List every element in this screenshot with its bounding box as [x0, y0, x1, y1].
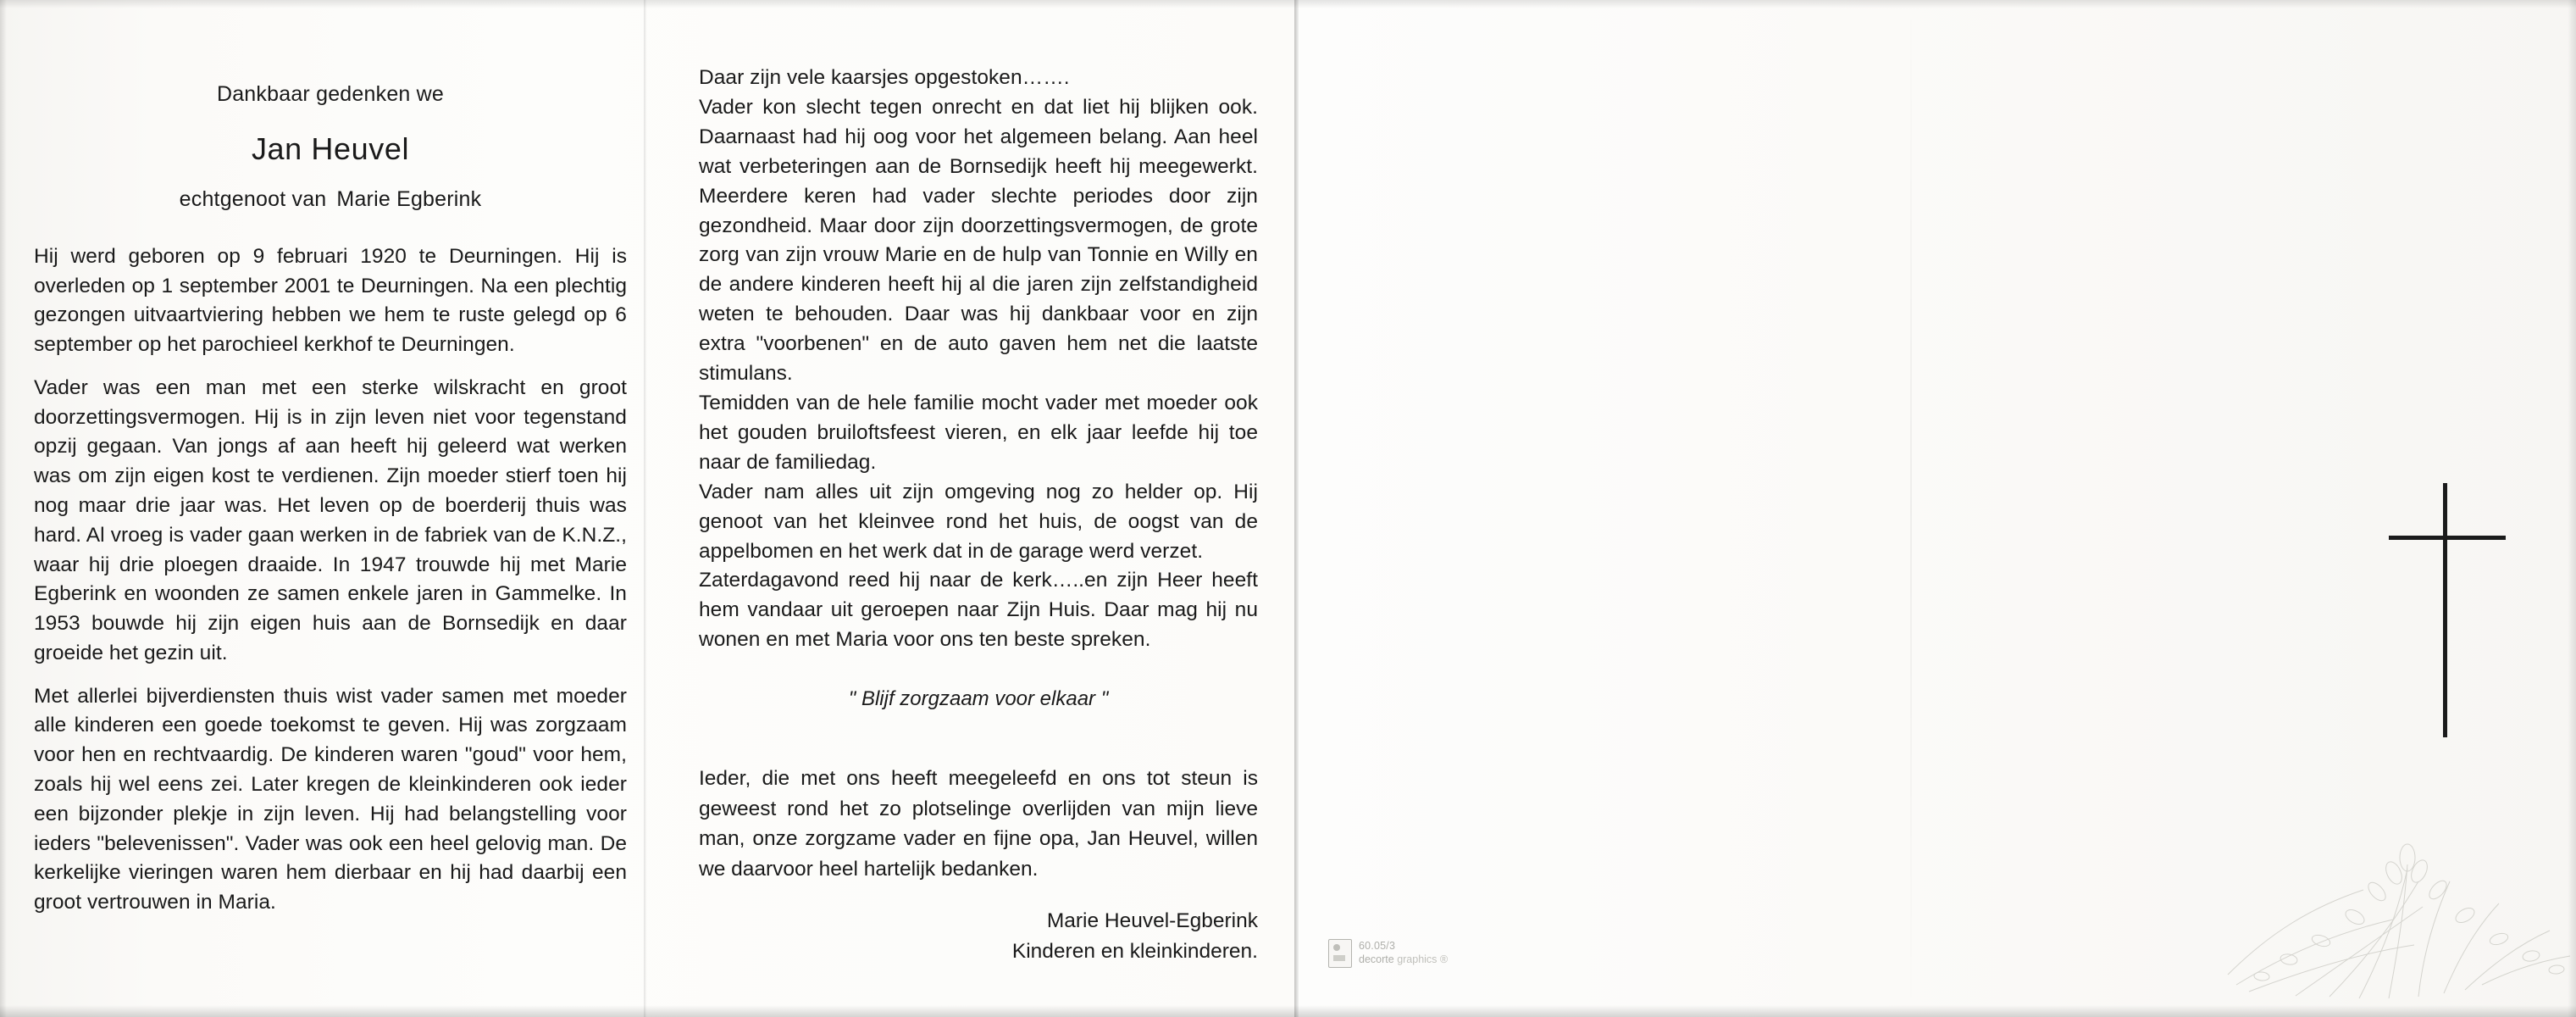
- middle-panel: [699, 64, 1258, 966]
- printer-code: 60.05/3: [1359, 940, 1396, 953]
- deceased-name: Jan Heuvel: [251, 131, 410, 166]
- printer-brand: [1359, 953, 1448, 967]
- paragraph: Hij werd geboren op 9 februari 1920 te Deurningen. Hij is overleden op 1 september 2001 te Deurningen. Na een plechtig gezongen uitvaartviering hebben we hem te ruste gelegd op 6 september op het parochieel kerkhof te Deurningen.: [34, 244, 627, 357]
- quote-line: " Blijf zorgzaam voor elkaar ": [848, 687, 1109, 711]
- signature-line: Marie Heuvel-Egberink: [1046, 909, 1258, 933]
- spouse-line: [34, 187, 627, 212]
- middle-body-text: [699, 64, 1258, 655]
- signature-line: Kinderen en kleinkinderen.: [1011, 939, 1258, 963]
- paragraph: Vader kon slecht tegen onrecht en dat liet hij blijken ook. Daarnaast had hij oog voor het algemeen belang. Aan heel wat verbeteringen aan de Bornsedijk heeft hij meegewerkt. Meerdere keren had vader slechte periodes door zijn gezondheid. Maar door zijn doorzettingsvermogen, de grote zorg van zijn vrouw Marie en de hulp van Tonnie en Willy en de andere kinderen heeft hij al die jaren zijn zelfstandigheid weten te behouden. Daar was hij dankbaar voor en zijn extra "voorbenen" en de auto gaven hem net die laatste stimulans.: [699, 95, 1258, 386]
- spouse-name: Marie Egberink: [336, 186, 482, 211]
- cross-icon: [2389, 483, 2507, 737]
- paragraph: Met allerlei bijverdiensten thuis wist vader samen met moeder alle kinderen een goede toekomst te geven. Hij was zorgzaam voor hen en rechtvaardig. De kinderen waren "goud" voor hem, zoals hij wel eens zei. Later kregen de kleinkinderen ook ieder een bijzonder plekje in zijn leven. Hij had belangstelling voor ieders "belevenissen". Vader was ook een heel gelovig man. De kerkelijke vieringen waren hem dierbaar en hij had daarbij een groot vertrouwen in Maria.: [34, 684, 627, 914]
- left-body-text: [34, 242, 627, 918]
- printer-mark: [1328, 939, 1448, 968]
- scan-edge-top: [0, 0, 2576, 8]
- scan-edge-right: [2568, 0, 2576, 1017]
- left-panel: [34, 81, 627, 918]
- fold-line-right: [1294, 0, 1299, 1017]
- paragraph: Zaterdagavond reed hij naar de kerk…..en zijn Heer heeft hem vandaar uit geroepen naar Zijn Huis. Daar mag hij nu wonen en met Maria voor ons ten beste spreken.: [699, 569, 1258, 652]
- fold-line-left: [644, 0, 646, 1017]
- paragraph: Temidden van de hele familie mocht vader met moeder ook het gouden bruiloftsfeest vieren, en elk jaar leefde hij toe naar de familiedag.: [699, 391, 1258, 474]
- paragraph: Vader was een man met een sterke wilskracht en groot doorzettingsvermogen. Hij is in zijn leven niet voor tegenstand opzij gegaan. Van jongs af aan heeft hij geleerd wat werken was om zijn eigen kost te verdienen. Zijn moeder stierf toen hij nog maar drie jaar was. Het leven op de boerderij thuis was hard. Al vroeg is vader gaan werken in de fabriek van de K.N.Z., waar hij drie ploegen draaide. In 1947 trouwde hij met Marie Egberink en woonden ze samen enkele jaren in Gammelke. In 1953 bouwde hij zijn eigen huis aan de Bornsedijk en daar groeide het gezin uit.: [34, 375, 627, 664]
- printer-text: [1359, 940, 1448, 966]
- printer-logo-icon: [1328, 939, 1352, 968]
- floral-ornament-icon: [2211, 763, 2575, 1000]
- scan-edge-bottom: [0, 1005, 2576, 1017]
- paragraph: Vader nam alles uit zijn omgeving nog zo helder op. Hij genoot van het kleinvee rond het huis, de oogst van de appelbomen en het werk dat in de garage werd verzet.: [699, 480, 1258, 563]
- spouse-label: echtgenoot van: [179, 186, 327, 211]
- paragraph: Daar zijn vele kaarsjes opgestoken…….: [699, 66, 1070, 89]
- printer-brand-suffix: graphics ®: [1397, 953, 1449, 965]
- scan-edge-left: [0, 0, 7, 1017]
- dedication-line: Dankbaar gedenken we: [216, 82, 445, 106]
- closing-text: Ieder, die met ons heeft meegeleefd en ons tot steun is geweest rond het zo plotselinge overlijden van mijn lieve man, onze zorgzame vader en fijne opa, Jan Heuvel, willen we daarvoor heel hartelijk bedanken.: [699, 767, 1258, 881]
- signature-block: [699, 906, 1258, 966]
- printer-brand-name: decorte: [1359, 953, 1394, 965]
